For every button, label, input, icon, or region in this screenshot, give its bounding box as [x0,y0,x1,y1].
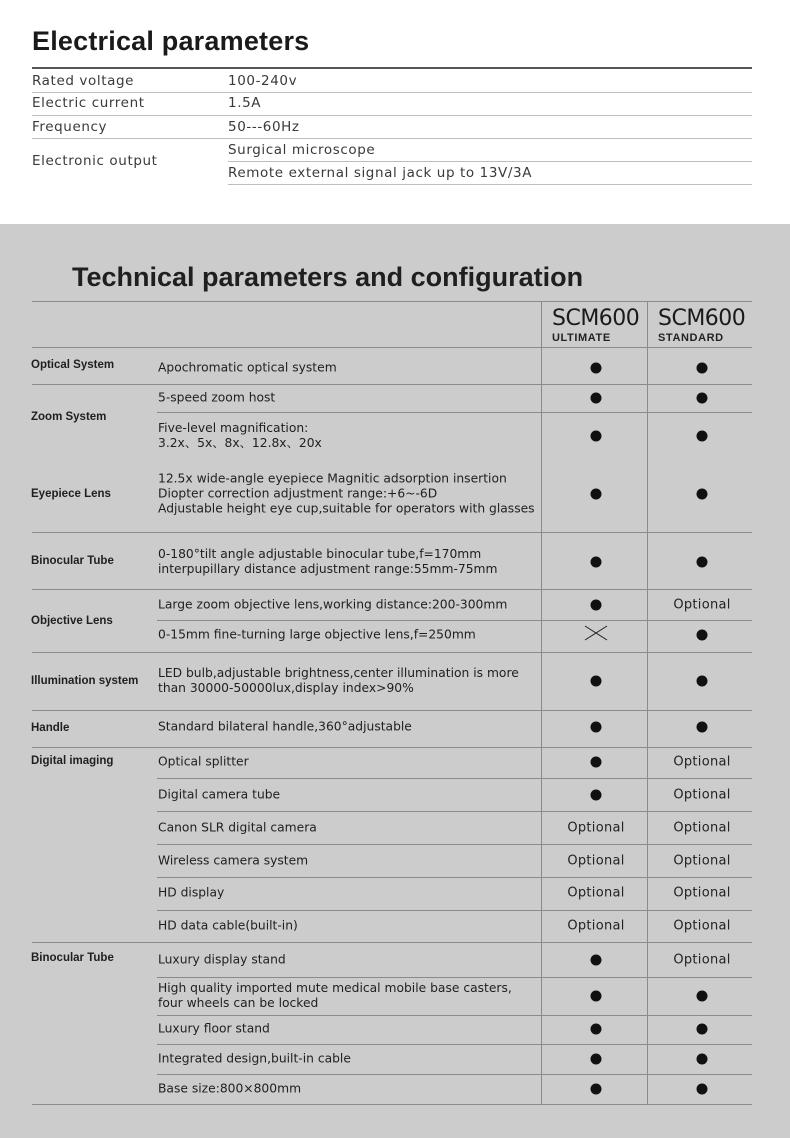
row-value: Surgical microscope [228,142,376,158]
included-dot-icon [697,363,708,374]
feature-line: Canon SLR digital camera [158,820,317,835]
optional-label: Optional [673,787,731,803]
included-dot-icon [591,1024,602,1035]
row-divider [32,301,752,302]
row-label: Frequency [32,119,108,135]
row-value: 100-240v [228,73,298,89]
electrical-row-output-1 [228,142,752,162]
included-dot-icon [697,630,708,641]
feature-line: Wireless camera system [158,853,309,868]
feature-description [158,919,298,934]
row-divider [157,620,752,621]
row-divider [32,589,752,590]
feature-line: Standard bilateral handle,360°adjustable [158,719,412,734]
included-dot-icon [591,790,602,801]
included-dot-icon [697,1084,708,1095]
optional-label: Optional [567,918,625,934]
row-divider [32,384,752,385]
included-dot-icon [697,431,708,442]
included-dot-icon [591,676,602,687]
feature-description [158,981,512,1011]
included-dot-icon [697,1054,708,1065]
optional-label: Optional [673,597,731,613]
column-divider [541,301,542,1104]
category-zoom-system: Zoom System [31,411,107,423]
category-binocular-tube: Binocular Tube [31,555,114,567]
row-divider [157,1015,752,1016]
row-divider [157,877,752,878]
category-optical-system: Optical System [31,359,115,371]
row-label: Electric current [32,95,145,111]
included-dot-icon [697,489,708,500]
included-dot-icon [697,676,708,687]
feature-description [158,666,519,696]
feature-line: High quality imported mute medical mobile base casters, [158,981,512,995]
feature-line: Apochromatic optical system [158,360,337,375]
row-divider [157,1074,752,1075]
row-divider [157,977,752,978]
feature-line: 12.5x wide-angle eyepiece Magnitic adsorption insertion [158,471,507,486]
feature-line: Optical splitter [158,754,249,769]
row-divider [157,778,752,779]
category-binocular-tube-stand: Binocular Tube [31,952,114,964]
row-divider [32,652,752,653]
included-dot-icon [591,557,602,568]
category-digital-imaging: Digital imaging [31,755,114,767]
not-available-cross-icon [584,625,608,645]
technical-parameters-section [0,224,790,1138]
feature-description [158,628,476,643]
included-dot-icon [591,757,602,768]
feature-description [158,391,275,406]
included-dot-icon [697,991,708,1002]
feature-description [158,720,412,735]
feature-line: 0-15mm fine-turning large objective lens,f=250mm [158,627,476,642]
category-eyepiece-lens: Eyepiece Lens [31,488,111,500]
model-edition: STANDARD [658,332,724,344]
feature-description [158,547,498,577]
included-dot-icon [591,1084,602,1095]
optional-label: Optional [673,820,731,836]
feature-description [158,1022,270,1037]
row-divider [157,412,752,413]
feature-line: Adjustable height eye cup,suitable for operators with glasses [158,501,535,516]
row-divider [32,1104,752,1105]
feature-description [158,854,308,869]
included-dot-icon [591,955,602,966]
included-dot-icon [591,363,602,374]
row-divider [157,811,752,812]
optional-label: Optional [567,885,625,901]
row-divider [32,747,752,748]
feature-description [158,361,337,376]
feature-line: Base size:800×800mm [158,1081,302,1096]
row-divider [157,910,752,911]
electrical-row-voltage [32,73,752,93]
row-divider [32,347,752,348]
row-divider [32,710,752,711]
included-dot-icon [591,991,602,1002]
feature-description [158,421,322,451]
included-dot-icon [591,393,602,404]
electronic-output-label: Electronic output [32,153,158,169]
row-value: 50---60Hz [228,119,300,135]
included-dot-icon [591,1054,602,1065]
feature-line: Integrated design,built-in cable [158,1051,351,1066]
row-divider [32,532,752,533]
feature-description [158,821,317,836]
optional-label: Optional [567,820,625,836]
feature-line: 0-180°tilt angle adjustable binocular tube,f=170mm [158,547,482,561]
feature-line: 3.2x、5x、8x、12.8x、20x [158,436,322,450]
feature-description [158,788,280,803]
electrical-row-frequency [32,119,752,139]
model-header-ultimate [552,308,639,344]
feature-description [158,755,249,770]
included-dot-icon [591,431,602,442]
model-name: SCM600 [658,306,746,331]
optional-label: Optional [567,853,625,869]
optional-label: Optional [673,918,731,934]
model-header-standard [658,308,745,344]
electrical-title: Electrical parameters [32,26,310,56]
column-divider [647,301,648,1104]
included-dot-icon [697,393,708,404]
technical-title: Technical parameters and configuration [72,262,584,292]
feature-line: Luxury floor stand [158,1021,270,1036]
model-name: SCM600 [552,306,640,331]
optional-label: Optional [673,754,731,770]
electrical-top-rule [32,67,752,69]
included-dot-icon [591,489,602,500]
category-objective-lens: Objective Lens [31,615,113,627]
feature-description [158,472,535,517]
included-dot-icon [697,557,708,568]
feature-line: Luxury display stand [158,952,286,967]
optional-label: Optional [673,952,731,968]
category-illumination-system: Illumination system [31,675,139,687]
row-label: Rated voltage [32,73,135,89]
electrical-parameters-section [0,0,790,224]
feature-line: LED bulb,adjustable brightness,center illumination is more [158,666,519,680]
row-divider [157,1044,752,1045]
category-handle: Handle [31,722,70,734]
feature-description [158,886,224,901]
row-divider [157,844,752,845]
electrical-row-output-2 [228,165,752,185]
row-value: 1.5A [228,95,262,111]
optional-label: Optional [673,853,731,869]
included-dot-icon [591,722,602,733]
feature-line: than 30000-50000lux,display index>90% [158,681,414,695]
feature-description [158,1052,351,1067]
feature-line: Diopter correction adjustment range:+6~-6D [158,486,438,501]
feature-description [158,598,507,613]
included-dot-icon [697,1024,708,1035]
feature-line: 5-speed zoom host [158,390,276,405]
feature-line: Large zoom objective lens,working distance:200-300mm [158,597,508,612]
row-value: Remote external signal jack up to 13V/3A [228,165,533,181]
feature-line: four wheels can be locked [158,996,319,1010]
model-edition: ULTIMATE [552,332,611,344]
feature-line: Five-level magnification: [158,421,309,435]
feature-line: interpupillary distance adjustment range:55mm-75mm [158,562,498,576]
optional-label: Optional [673,885,731,901]
included-dot-icon [697,722,708,733]
feature-line: Digital camera tube [158,787,281,802]
feature-description [158,1082,301,1097]
feature-description [158,953,286,968]
row-divider [32,942,752,943]
feature-line: HD display [158,885,225,900]
electrical-row-current [32,95,752,116]
feature-line: HD data cable(built-in) [158,918,298,933]
included-dot-icon [591,600,602,611]
